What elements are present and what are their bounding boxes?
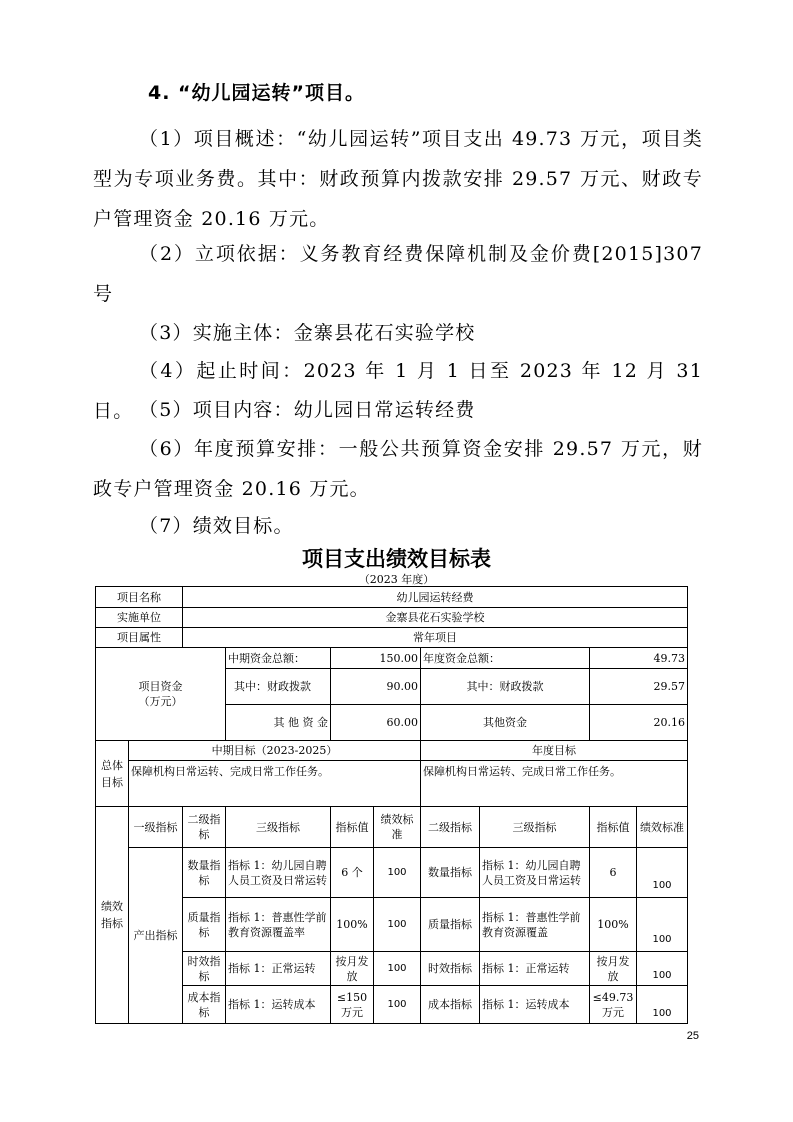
- paragraph-basis: （2）立项依据：义务教育经费保障机制及金价费[2015]307号: [93, 243, 703, 305]
- mid-total-value: 150.00: [331, 648, 421, 669]
- section-heading: 4. “幼儿园运转”项目。: [148, 82, 366, 104]
- performance-indicator-label: 绩效指标: [96, 807, 129, 1024]
- cost-desc: 指标 1：运转成本: [226, 986, 331, 1024]
- table-row: [96, 807, 688, 848]
- level1-header: 一级指标: [129, 807, 183, 848]
- timeliness-standard: 100: [374, 952, 421, 986]
- cost-standard: 100: [374, 986, 421, 1024]
- performance-goal-table: [95, 586, 688, 1024]
- year-quantity-indicator: 数量指标: [421, 848, 480, 898]
- quality-indicator: 质量指标: [183, 898, 226, 952]
- implementing-unit-label: 实施单位: [96, 608, 183, 628]
- level3-header: 三级指标: [226, 807, 331, 848]
- paragraph-period: （4）起止时间：2023 年 1 月 1 日至 2023 年 12 月 31 日。: [93, 360, 703, 422]
- year-fiscal-value: 29.57: [590, 669, 688, 705]
- year-other-value: 20.16: [590, 705, 688, 741]
- table-row: [96, 648, 688, 669]
- project-attribute-value: 常年项目: [183, 628, 688, 648]
- project-name-label: 项目名称: [96, 587, 183, 608]
- year-quantity-standard: 100: [637, 848, 688, 898]
- quantity-value: 6 个: [331, 848, 374, 898]
- year-timeliness-indicator: 时效指标: [421, 952, 480, 986]
- timeliness-indicator: 时效指标: [183, 952, 226, 986]
- year-quality-value: 100%: [590, 898, 637, 952]
- table-row: [96, 587, 688, 608]
- table-row: [96, 986, 688, 1024]
- table-title: 项目支出绩效目标表: [302, 547, 491, 571]
- year-quantity-value: 6: [590, 848, 637, 898]
- table-row: [96, 898, 688, 952]
- year-cost-indicator: 成本指标: [421, 986, 480, 1024]
- project-funds-label: 项目资金 （万元）: [96, 648, 226, 741]
- mid-fiscal-label: 其中：财政拨款: [226, 669, 331, 705]
- year-timeliness-standard: 100: [637, 952, 688, 986]
- output-indicator-label: 产出指标: [129, 848, 183, 1024]
- timeliness-desc: 指标 1：正常运转: [226, 952, 331, 986]
- overall-goal-label: 总体目标: [96, 741, 129, 807]
- level2-header: 二级指标: [183, 807, 226, 848]
- table-row: [96, 608, 688, 628]
- mid-total-label: 中期资金总额：: [226, 648, 331, 669]
- quantity-standard: 100: [374, 848, 421, 898]
- quantity-indicator: 数量指标: [183, 848, 226, 898]
- standard-header: 绩效标准: [374, 807, 421, 848]
- year-standard-header: 绩效标准: [637, 807, 688, 848]
- year-quality-standard: 100: [637, 898, 688, 952]
- value-header: 指标值: [331, 807, 374, 848]
- quality-value: 100%: [331, 898, 374, 952]
- cost-indicator: 成本指标: [183, 986, 226, 1024]
- paragraph-content: （5）项目内容：幼儿园日常运转经费: [139, 399, 476, 421]
- year-goal-header: 年度目标: [421, 741, 688, 761]
- table-row: [96, 952, 688, 986]
- year-value-header: 指标值: [590, 807, 637, 848]
- year-cost-standard: 100: [637, 986, 688, 1024]
- mid-other-value: 60.00: [331, 705, 421, 741]
- project-name-value: 幼儿园运转经费: [183, 587, 688, 608]
- mid-fiscal-value: 90.00: [331, 669, 421, 705]
- timeliness-value: 按月发放: [331, 952, 374, 986]
- year-timeliness-desc: 指标 1：正常运转: [480, 952, 590, 986]
- quality-standard: 100: [374, 898, 421, 952]
- paragraph-goals: （7）绩效目标。: [139, 515, 294, 537]
- cost-value: ≤150万元: [331, 986, 374, 1024]
- table-row: [96, 628, 688, 648]
- year-timeliness-value: 按月发放: [590, 952, 637, 986]
- year-fiscal-label: 其中：财政拨款: [421, 669, 590, 705]
- year-quality-desc: 指标 1：普惠性学前教育资源覆盖: [480, 898, 590, 952]
- year-level3-header: 三级指标: [480, 807, 590, 848]
- year-level2-header: 二级指标: [421, 807, 480, 848]
- year-quantity-desc: 指标 1：幼儿园自聘人员工资及日常运转: [480, 848, 590, 898]
- table-row: [96, 848, 688, 898]
- project-attribute-label: 项目属性: [96, 628, 183, 648]
- year-total-value: 49.73: [590, 648, 688, 669]
- page-number: 25: [686, 1030, 699, 1042]
- year-other-label: 其他资金: [421, 705, 590, 741]
- mid-goal-header: 中期目标（2023-2025）: [129, 741, 421, 761]
- mid-goal-text: 保障机构日常运转、完成日常工作任务。: [129, 761, 421, 807]
- table-row: [96, 741, 688, 761]
- paragraph-overview: （1）项目概述：“幼儿园运转”项目支出 49.73 万元，项目类型为专项业务费。其中：财政预算内拨款安排 29.57 万元、财政专户管理资金 20.16 万元。: [93, 128, 703, 230]
- quality-desc: 指标 1：普惠性学前教育资源覆盖率: [226, 898, 331, 952]
- year-quality-indicator: 质量指标: [421, 898, 480, 952]
- mid-other-label: 其 他 资 金: [226, 705, 331, 741]
- year-cost-desc: 指标 1：运转成本: [480, 986, 590, 1024]
- year-total-label: 年度资金总额：: [421, 648, 590, 669]
- year-cost-value: ≤49.73 万元: [590, 986, 637, 1024]
- table-subtitle: （2023 年度）: [358, 573, 435, 586]
- paragraph-implementer: （3）实施主体：金寨县花石实验学校: [139, 322, 476, 344]
- quantity-desc: 指标 1：幼儿园自聘人员工资及日常运转: [226, 848, 331, 898]
- implementing-unit-value: 金寨县花石实验学校: [183, 608, 688, 628]
- table-row: [96, 761, 688, 807]
- year-goal-text: 保障机构日常运转、完成日常工作任务。: [421, 761, 688, 807]
- paragraph-budget: （6）年度预算安排：一般公共预算资金安排 29.57 万元，财政专户管理资金 20.16 万元。: [93, 438, 703, 500]
